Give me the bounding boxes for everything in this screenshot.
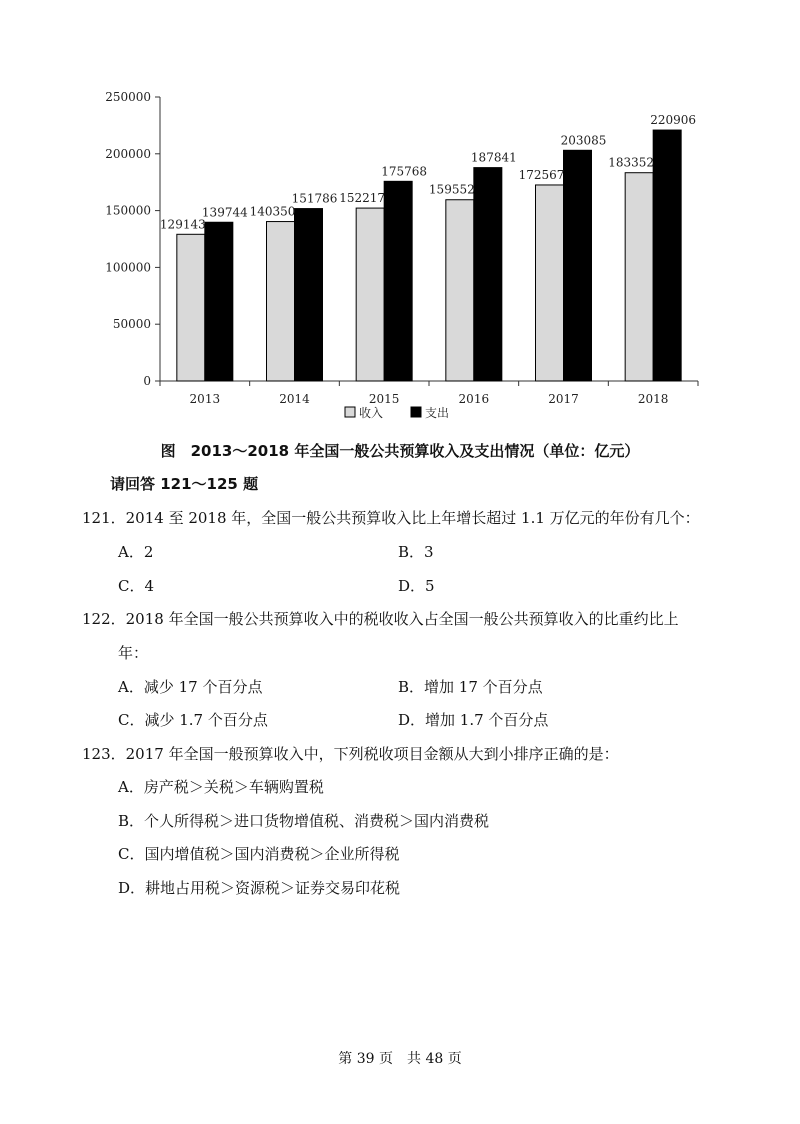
- option-122-b: B．增加 17 个百分点: [398, 678, 543, 696]
- y-tick-label: 100000: [105, 260, 151, 275]
- bar-income: [356, 208, 384, 381]
- question-122-cont: 年：: [118, 644, 149, 662]
- legend-swatch: [411, 407, 421, 417]
- legend-label: 支出: [425, 406, 450, 420]
- bar-expense: [653, 130, 681, 381]
- x-tick-label: 2018: [637, 392, 669, 406]
- page-footer: 第 39 页 共 48 页: [338, 1051, 462, 1067]
- section-title: 请回答 121～125 题: [110, 475, 259, 493]
- bar-income: [267, 222, 295, 381]
- legend-swatch: [345, 407, 355, 417]
- y-tick-label: 50000: [112, 317, 151, 332]
- data-label: 175768: [381, 164, 428, 179]
- data-label: 183352: [608, 155, 655, 170]
- bar-income: [625, 173, 653, 381]
- question-122: 122．2018 年全国一般公共预算收入中的税收收入占全国一般公共预算收入的比重约比上: [82, 610, 679, 628]
- bar-chart: [0, 0, 800, 440]
- option-123-b: B．个人所得税＞进口货物增值税、消费税＞国内消费税: [118, 812, 490, 830]
- bar-income: [536, 185, 564, 381]
- data-label: 203085: [560, 133, 607, 148]
- x-tick-label: 2017: [548, 392, 579, 406]
- bar-income: [177, 234, 205, 381]
- option-122-c: C．减少 1.7 个百分点: [118, 711, 268, 729]
- x-tick-label: 2015: [368, 392, 400, 406]
- option-123-c: C．国内增值税＞国内消费税＞企业所得税: [118, 845, 400, 863]
- data-label: 172567: [518, 167, 565, 182]
- legend-label: 收入: [359, 406, 384, 420]
- bar-expense: [474, 168, 502, 381]
- data-label: 140350: [249, 204, 296, 219]
- option-122-d: D．增加 1.7 个百分点: [398, 711, 549, 729]
- y-tick-label: 250000: [105, 90, 151, 104]
- question-121: 121．2014 至 2018 年，全国一般公共预算收入比上年增长超过 1.1 万亿元的年份有几个：: [82, 509, 700, 527]
- option-121-c: C．4: [118, 577, 155, 595]
- bar-expense: [295, 209, 323, 381]
- question-123: 123．2017 年全国一般预算收入中，下列税收项目金额从大到小排序正确的是：: [82, 745, 619, 763]
- option-121-a: A．2: [118, 543, 154, 561]
- bar-income: [446, 200, 474, 381]
- chart-data-labels: [160, 113, 696, 231]
- bar-expense: [564, 150, 592, 381]
- option-121-b: B．3: [398, 543, 434, 561]
- data-label: 187841: [470, 150, 517, 165]
- y-tick-label: 150000: [105, 203, 151, 218]
- y-tick-label: 200000: [105, 146, 151, 161]
- option-123-d: D．耕地占用税＞资源税＞证券交易印花税: [118, 879, 401, 897]
- data-label: 129143: [159, 217, 206, 232]
- data-label: 139744: [201, 205, 248, 220]
- x-tick-label: 2014: [279, 392, 310, 406]
- option-123-a: A．房产税＞关税＞车辆购置税: [118, 778, 324, 796]
- data-label: 152217: [339, 191, 386, 206]
- x-tick-label: 2013: [189, 392, 221, 406]
- bar-expense: [205, 222, 233, 381]
- chart-bars: [177, 130, 681, 381]
- x-tick-label: 2016: [458, 392, 490, 406]
- data-label: 220906: [650, 113, 697, 128]
- chart-caption: 图 2013～2018 年全国一般公共预算收入及支出情况（单位：亿元）: [160, 442, 640, 460]
- option-121-d: D．5: [398, 577, 435, 595]
- data-label: 159552: [428, 182, 475, 197]
- bar-expense: [384, 181, 412, 381]
- y-tick-label: 0: [143, 374, 151, 388]
- chart-legend: [345, 405, 449, 420]
- data-label: 151786: [291, 191, 338, 206]
- option-122-a: A．减少 17 个百分点: [118, 678, 263, 696]
